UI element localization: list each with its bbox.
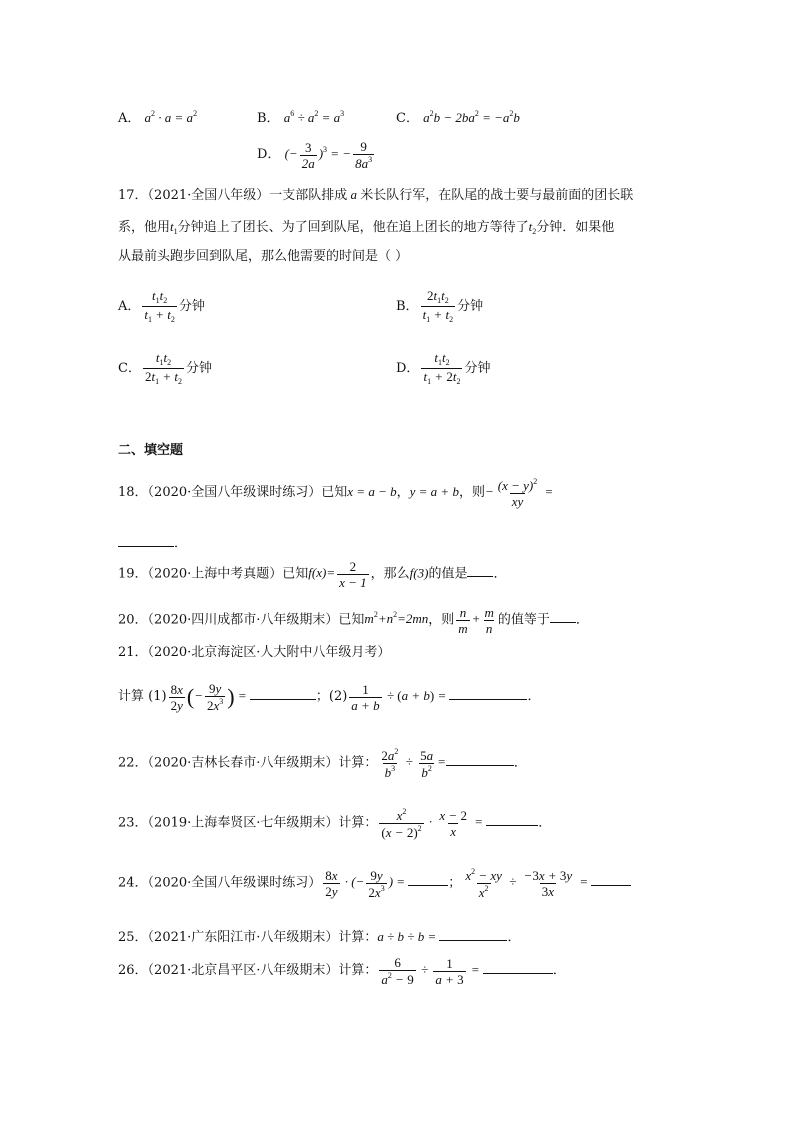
formula: $\frac{2t_1t_2}{t_1 + t_2}$ <box>422 288 454 324</box>
formula: y = a + b <box>409 483 459 499</box>
formula: $\frac{x^2 - xy}{x^2}$ ÷ $\frac{-3x + 3y}{3x}$ = <box>465 867 592 900</box>
question-text: 已知 <box>338 612 365 628</box>
question-text: 一支部队排成 <box>269 188 348 203</box>
unit-label: 分钟 <box>457 299 484 314</box>
question-source: （2020·北京海淀区·人大附中八年级月考） <box>147 645 391 660</box>
q24 <box>118 868 631 899</box>
question-text: 系，他用 <box>118 220 171 235</box>
formula: $\frac{8x}{2y}$ (− $\frac{9y}{2x^3}$ ) = <box>170 681 250 713</box>
question-source: （2020·上海中考真题） <box>147 566 283 582</box>
q21-header <box>118 646 390 659</box>
q17-option-b <box>396 289 483 324</box>
formula: f(3) <box>409 565 429 581</box>
question-source: （2020·四川成都市·八年级期末） <box>147 612 339 628</box>
question-text: ，那么 <box>370 566 410 582</box>
q18 <box>118 478 553 508</box>
answer-blank[interactable] <box>467 564 493 577</box>
punctuation: ． <box>575 612 589 628</box>
question-number: 25． <box>118 930 148 945</box>
question-source: （2020·吉林长春市·八年级期末） <box>147 755 339 771</box>
question-text: 计算： <box>338 755 378 771</box>
variable: a <box>347 187 361 202</box>
punctuation: ． <box>507 930 521 945</box>
punctuation: ． <box>527 688 541 704</box>
punctuation: ； <box>448 875 462 891</box>
question-number: 17． <box>118 188 148 203</box>
q16-option-c <box>396 110 520 125</box>
question-number: 24． <box>118 875 148 891</box>
formula: $\frac{2a^2}{b^3}$ ÷ $\frac{5a}{b^2}$ = <box>381 747 446 780</box>
formula: $\frac{1}{a + b}$ ÷ (a + b) = <box>351 681 450 713</box>
q23 <box>118 808 551 839</box>
q17-line1 <box>118 188 633 202</box>
formula: $\frac{8x}{2y}$ · (− $\frac{9y}{2x^3}$ ) = <box>325 867 409 900</box>
question-number: 19． <box>118 566 148 582</box>
formula: $\frac{x^2}{(x - 2)^2}$ · $\frac{x - 2}{x}$ = <box>381 807 487 840</box>
formula: $m^2+n^2=2mn$ <box>364 610 429 627</box>
formula: $a^6 \div a^2 = a^3$ <box>283 109 345 125</box>
question-source: （2020·全国八年级课时练习） <box>147 484 322 500</box>
q17-option-c <box>118 351 212 386</box>
variable: $t_2$ <box>528 219 537 236</box>
formula: x = a − b <box>347 483 397 499</box>
question-source: （2021·广东阳江市·八年级期末） <box>147 930 339 945</box>
answer-blank[interactable] <box>483 961 553 974</box>
q25 <box>118 928 520 944</box>
option-label: D． <box>257 146 281 162</box>
question-text: 计算： <box>338 930 378 945</box>
question-text: ， <box>396 484 410 500</box>
unit-label: 分钟 <box>464 361 491 376</box>
option-label: D． <box>396 361 420 376</box>
answer-blank[interactable] <box>449 687 527 700</box>
question-text: 计算： <box>338 815 378 831</box>
answer-blank[interactable] <box>550 610 576 623</box>
question-number: 23． <box>118 815 148 831</box>
q17-option-d <box>396 351 490 386</box>
question-text: ，则 <box>458 484 485 500</box>
question-text: 的值等于 <box>497 612 550 628</box>
question-source: （2019·上海奉贤区·七年级期末） <box>147 815 339 831</box>
question-source: （2020·全国八年级课时练习） <box>147 875 322 891</box>
q21-body <box>118 682 540 712</box>
unit-label: 分钟 <box>185 361 212 376</box>
question-text: 计算： <box>338 962 378 978</box>
question-number: 18． <box>118 484 148 500</box>
punctuation: ． <box>538 815 552 831</box>
formula: $a^2 \cdot a = a^2$ <box>144 109 198 125</box>
formula: f(x)= $\frac{2}{x - 1}$ <box>308 559 367 590</box>
q19 <box>118 560 506 589</box>
question-text: 分钟追上了团长、为了回到队尾，他在追上团长的地方等待了 <box>177 220 529 235</box>
formula: − $\frac{(x - y)^2}{xy}$ = <box>484 477 554 509</box>
option-label: B． <box>257 111 280 126</box>
answer-blank[interactable] <box>118 534 174 547</box>
punctuation: ． <box>493 566 507 582</box>
question-number: 26． <box>118 962 148 978</box>
question-source: （2021·全国八年级） <box>147 188 270 203</box>
question-number: 20． <box>118 612 148 628</box>
answer-blank[interactable] <box>408 873 448 886</box>
formula: $a^2b - 2ba^2 = -a^2b$ <box>423 109 520 125</box>
part-label: (2) <box>328 688 348 704</box>
option-label: A． <box>118 111 141 126</box>
section-title: 二、填空题 <box>118 443 184 458</box>
formula: $\frac{n}{m}$ + $\frac{m}{n}$ <box>458 605 494 636</box>
formula: (− $\frac{3}{2a}$ )$^3$ = − $\frac{9}{8a^3}$ <box>284 139 373 171</box>
answer-blank[interactable] <box>591 873 631 886</box>
q16-option-a <box>118 110 197 125</box>
q26 <box>118 956 566 986</box>
option-label: C． <box>118 361 141 376</box>
formula: $\frac{t_1t_2}{2t_1 + t_2}$ <box>144 350 182 386</box>
option-label: C． <box>396 111 419 126</box>
formula: $\frac{t_1t_2}{t_1 + t_2}$ <box>144 288 175 324</box>
q17-line2 <box>118 220 614 236</box>
part-label: (1) <box>148 688 167 704</box>
q17-option-a <box>118 289 205 324</box>
q16-option-b <box>257 110 344 125</box>
question-text: ，则 <box>428 612 455 628</box>
question-text: 分钟．如果他 <box>536 220 615 235</box>
option-label: B． <box>396 299 419 314</box>
punctuation: ． <box>513 755 527 771</box>
q18-answer-line: ． <box>118 534 187 550</box>
variable: $t_1$ <box>170 219 178 236</box>
punctuation: ； <box>315 688 329 704</box>
question-text: 已知 <box>321 484 348 500</box>
option-label: A． <box>118 299 141 314</box>
q22 <box>118 748 527 779</box>
unit-label: 分钟 <box>178 299 205 314</box>
question-number: 22． <box>118 755 148 771</box>
answer-blank[interactable] <box>486 813 538 826</box>
question-number: 21． <box>118 645 148 660</box>
question-text: 已知 <box>282 566 309 582</box>
formula: $\frac{6}{a^2 - 9}$ ÷ $\frac{1}{a + 3}$ = <box>381 955 483 987</box>
answer-blank[interactable] <box>446 753 514 766</box>
formula: a ÷ b ÷ b = <box>377 929 440 944</box>
question-text: 米长队行军，在队尾的战士要与最前面的团长联 <box>360 188 634 203</box>
q16-option-d <box>257 140 376 170</box>
formula: $\frac{t_1t_2}{t_1 + 2t_2}$ <box>423 350 461 386</box>
question-text: 的值是 <box>428 566 468 582</box>
answer-blank[interactable] <box>250 687 316 700</box>
question-source: （2021·北京昌平区·八年级期末） <box>147 962 339 978</box>
answer-blank[interactable] <box>439 928 507 941</box>
question-text: 计算 <box>118 688 145 704</box>
q17-line3 <box>118 250 408 263</box>
punctuation: ． <box>552 962 566 978</box>
q20 <box>118 606 589 635</box>
question-text: 从最前头跑步回到队尾，那么他需要的时间是（ ） <box>118 249 409 264</box>
